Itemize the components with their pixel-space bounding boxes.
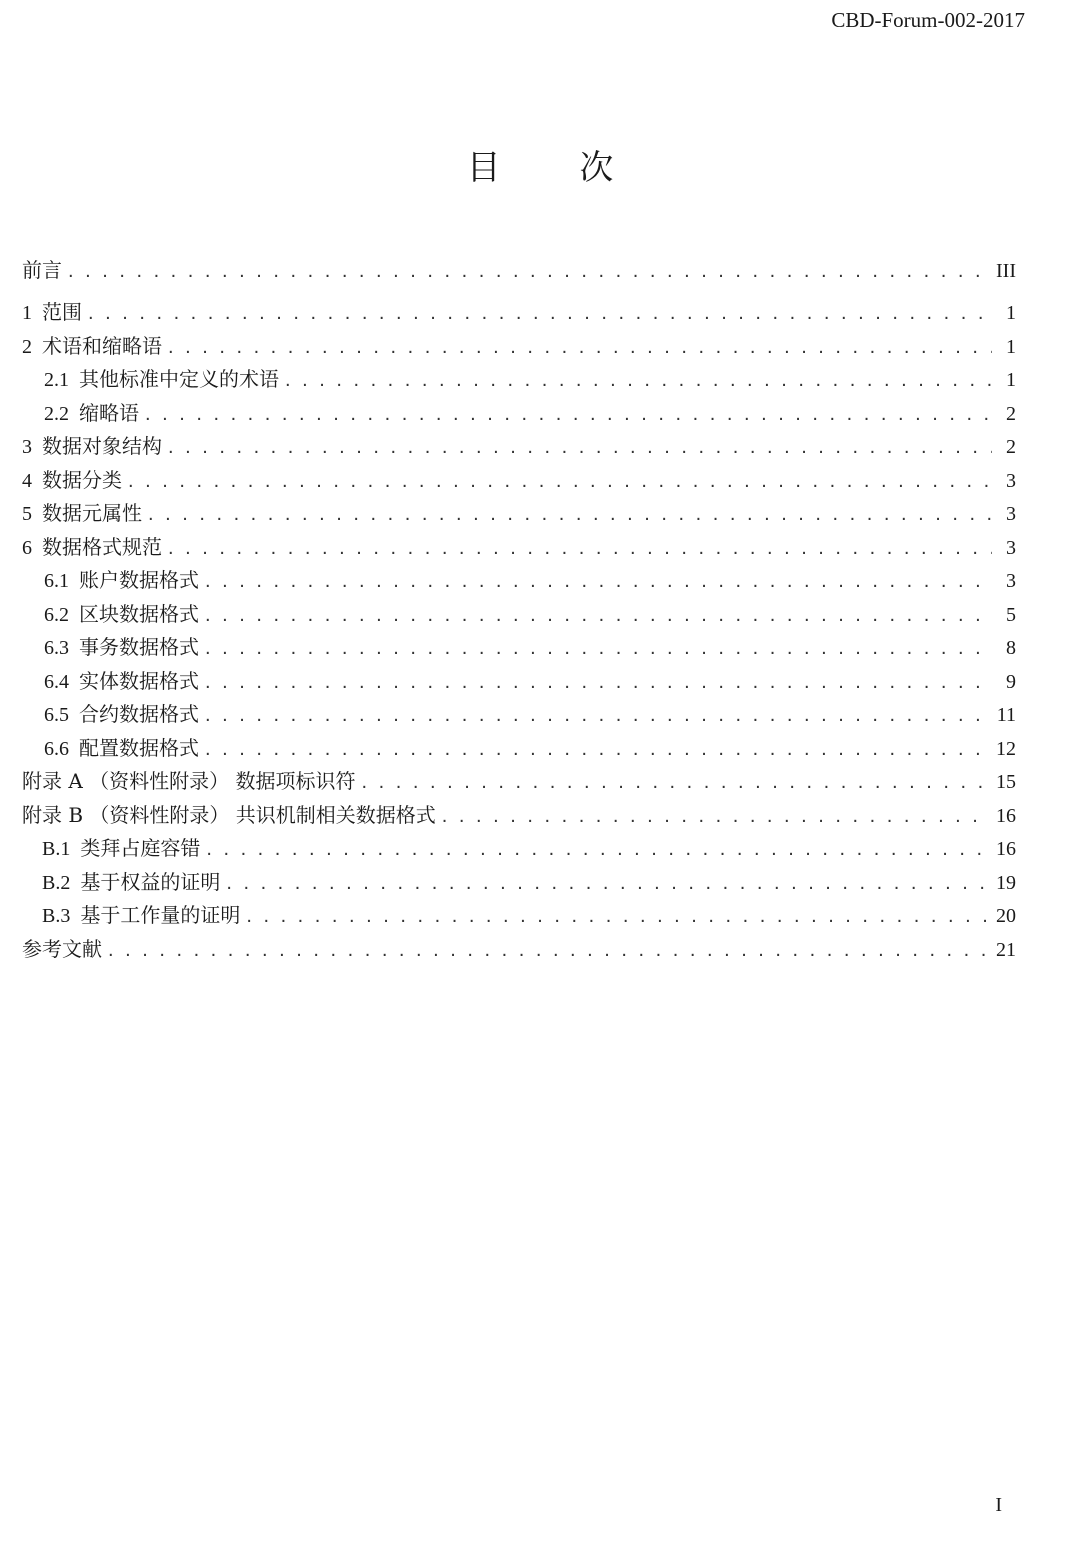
- toc-entry-page: 15: [996, 771, 1016, 793]
- toc-entry-page: 1: [1006, 369, 1016, 391]
- toc-entry-page: 3: [1006, 469, 1016, 492]
- dot-leader: [205, 604, 992, 627]
- dot-leader: [442, 805, 986, 828]
- toc-entry[interactable]: [22, 631, 1016, 665]
- toc-entry[interactable]: [22, 296, 1016, 330]
- toc-entry[interactable]: [22, 397, 1016, 431]
- dot-leader: [168, 436, 992, 459]
- toc-entry-label: 账户数据格式: [79, 568, 199, 592]
- toc-entry[interactable]: [22, 933, 1016, 967]
- toc-entry-number: 2.2: [44, 402, 69, 425]
- toc-entry-number: 6.6: [44, 737, 69, 760]
- toc-entry-label: 基于权益的证明: [80, 869, 221, 894]
- dot-leader: [108, 939, 986, 962]
- toc-entry-page: 16: [996, 804, 1016, 827]
- toc-entry[interactable]: [22, 430, 1016, 464]
- toc-entry[interactable]: [22, 464, 1016, 498]
- toc-entry-label: 数据格式规范: [42, 534, 162, 559]
- toc-entry-number: B.2: [42, 871, 71, 894]
- toc-entry[interactable]: [22, 832, 1016, 866]
- toc-entry[interactable]: [22, 765, 1016, 799]
- toc-entry-page: 1: [1006, 335, 1016, 358]
- toc-entry-number: 1: [22, 302, 32, 324]
- toc-entry[interactable]: [22, 799, 1016, 833]
- page-number: I: [995, 1494, 1002, 1516]
- toc-entry-label: 参考文献: [22, 936, 102, 961]
- toc-entry-label: 数据元属性: [42, 501, 142, 525]
- toc-entry-number: 6.5: [44, 704, 69, 726]
- toc-entry[interactable]: [22, 497, 1016, 531]
- toc-entry-label: 实体数据格式: [79, 668, 199, 693]
- toc-entry-label: 缩略语: [79, 400, 139, 425]
- toc-entry-label: 区块数据格式: [79, 601, 199, 626]
- dot-leader: [226, 872, 986, 895]
- toc-entry-page: III: [996, 260, 1016, 282]
- toc-entry-number: B.3: [42, 905, 71, 927]
- toc-entry-page: 21: [996, 938, 1016, 961]
- toc-entry-label: 类拜占庭容错: [80, 836, 201, 860]
- toc-entry-label: 其他标准中定义的术语: [79, 367, 279, 391]
- toc-entry[interactable]: [22, 564, 1016, 598]
- toc-entry-page: 1: [1006, 302, 1016, 324]
- toc-entry-page: 3: [1006, 570, 1016, 592]
- toc-entry-label: 前言: [22, 258, 62, 282]
- toc-entry-number: 2: [22, 335, 32, 358]
- toc-entry-page: 3: [1006, 536, 1016, 559]
- toc-entry-page: 16: [996, 838, 1016, 860]
- toc-entry-label: 合约数据格式: [79, 702, 199, 726]
- page-title: 目 次: [466, 148, 648, 188]
- toc-entry-number: B.1: [42, 838, 71, 860]
- dot-leader: [205, 570, 992, 593]
- toc-entry-label: 事务数据格式: [79, 635, 199, 659]
- toc-entry-number: 6: [22, 536, 32, 559]
- dot-leader: [148, 503, 992, 526]
- toc-entry-page: 8: [1006, 637, 1016, 659]
- toc-entry-number: 3: [22, 436, 32, 458]
- dot-leader: [246, 905, 986, 928]
- toc-entry-number: 6.2: [44, 603, 69, 626]
- toc-entry-page: 9: [1006, 670, 1016, 693]
- dot-leader: [285, 369, 992, 392]
- dot-leader: [168, 537, 992, 560]
- toc-entry-page: 5: [1006, 603, 1016, 626]
- toc-entry-number: 6.1: [44, 570, 69, 592]
- dot-leader: [205, 738, 986, 761]
- toc-entry-label: 基于工作量的证明: [80, 903, 241, 927]
- toc-entry-page: 12: [996, 737, 1016, 760]
- toc-entry-label: 附录 B （资料性附录） 共识机制相关数据格式: [22, 802, 436, 827]
- dot-leader: [205, 704, 987, 727]
- toc-entry[interactable]: [22, 732, 1016, 766]
- toc-entry[interactable]: [22, 899, 1016, 933]
- toc-entry-number: 4: [22, 469, 32, 492]
- toc-entry[interactable]: [22, 363, 1016, 397]
- dot-leader: [206, 838, 986, 861]
- toc-entry-number: 5: [22, 503, 32, 525]
- toc-entry-number: 2.1: [44, 369, 69, 391]
- dot-leader: [168, 336, 992, 359]
- toc-entry-label: 术语和缩略语: [42, 333, 162, 358]
- toc-entry-label: 数据分类: [42, 467, 122, 492]
- dot-leader: [145, 403, 992, 426]
- dot-leader: [205, 637, 992, 660]
- dot-leader: [205, 671, 992, 694]
- toc-entry[interactable]: [22, 665, 1016, 699]
- dot-leader: [362, 771, 986, 794]
- toc-entry-page: 19: [996, 871, 1016, 894]
- document-id: CBD-Forum-002-2017: [831, 8, 1025, 32]
- table-of-contents: [22, 254, 1016, 966]
- toc-entry-number: 6.3: [44, 637, 69, 659]
- toc-entry-label: 范围: [42, 300, 82, 324]
- toc-entry-page: 20: [996, 905, 1016, 927]
- dot-leader: [68, 260, 986, 283]
- toc-entry[interactable]: [22, 598, 1016, 632]
- toc-entry[interactable]: [22, 698, 1016, 732]
- toc-entry-label: 配置数据格式: [79, 735, 199, 760]
- toc-entry-page: 3: [1006, 503, 1016, 525]
- toc-entry-label: 附录 A （资料性附录） 数据项标识符: [22, 769, 356, 793]
- toc-entry[interactable]: [22, 531, 1016, 565]
- toc-entry-page: 2: [1006, 436, 1016, 458]
- toc-entry[interactable]: [22, 866, 1016, 900]
- toc-entry-label: 数据对象结构: [42, 434, 162, 458]
- toc-entry[interactable]: [22, 254, 1016, 296]
- toc-entry-page: 11: [996, 704, 1016, 726]
- toc-entry-number: 6.4: [44, 670, 69, 693]
- toc-entry-page: 2: [1006, 402, 1016, 425]
- dot-leader: [128, 470, 992, 493]
- toc-entry[interactable]: [22, 330, 1016, 364]
- dot-leader: [88, 302, 992, 325]
